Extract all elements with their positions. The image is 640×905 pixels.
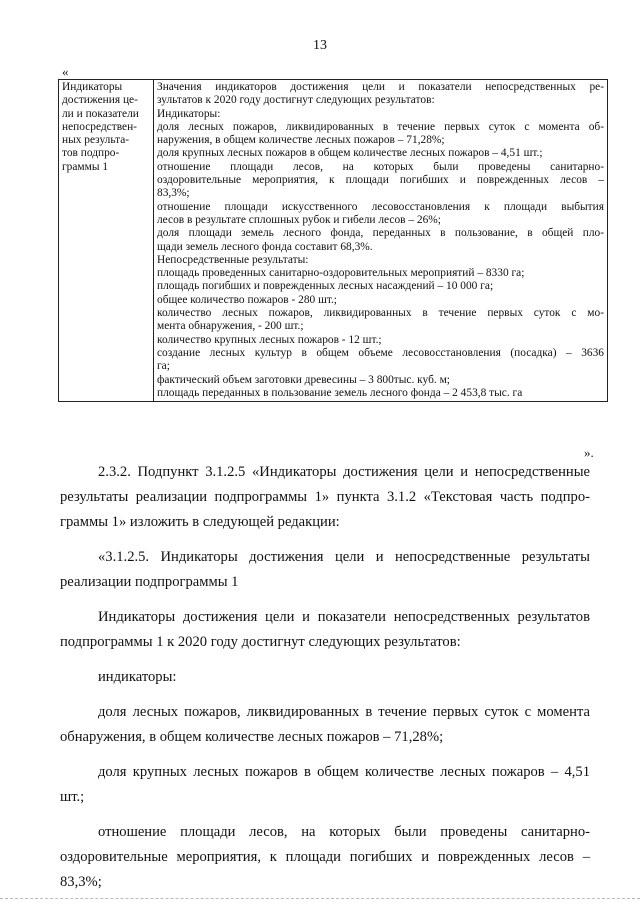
label-line: тов подпро- <box>62 147 120 160</box>
value-line: площадь погибших и поврежденных лесных насаждений – 10 000 га; <box>157 280 494 293</box>
text-line: Индикаторы достижения цели и показатели непосредственных результатов <box>98 609 590 625</box>
text-line: подпрограммы 1 к 2020 году достигнут следующих результатов: <box>60 634 461 650</box>
indicator-values-cell <box>154 80 608 402</box>
text-line: 83,3%; <box>60 874 102 890</box>
label-line: ли и показатели <box>62 107 139 120</box>
body-text <box>60 460 590 895</box>
opening-quote: « <box>62 64 69 79</box>
page-number: 13 <box>313 38 327 53</box>
label-line: достижения це- <box>62 94 138 107</box>
value-line: 83,3%; <box>157 187 190 200</box>
value-line: Индикаторы: <box>157 107 221 120</box>
value-line: количество крупных лесных пожаров - 12 шт.; <box>157 333 382 346</box>
text-line: граммы 1» изложить в следующей редакции: <box>60 514 340 530</box>
value-line: количество лесных пожаров, ликвидированных в течение первых суток с мо- <box>157 307 604 320</box>
text-line: 2.3.2. Подпункт 3.1.2.5 «Индикаторы достижения цели и непосредственные <box>98 464 590 480</box>
value-line: Непосредственные результаты: <box>157 253 309 266</box>
value-line: оздоровительные мероприятия, к площади погибших и поврежденных лесов – <box>157 174 604 187</box>
paragraph-large-fires <box>60 760 590 810</box>
value-line: Значения индикаторов достижения цели и показатели непосредственных ре- <box>157 81 604 93</box>
text-line: обнаружения, в общем количестве лесных пожаров – 71,28%; <box>60 729 444 745</box>
value-line: площадь проведенных санитарно-оздоровительных мероприятий – 8330 га; <box>157 267 525 280</box>
value-line: общее количество пожаров - 280 шт.; <box>157 293 337 306</box>
indicators-table <box>58 79 608 402</box>
label-line: непосредствен- <box>62 120 137 133</box>
table-row <box>59 80 608 402</box>
value-line: га; <box>157 360 170 373</box>
text-line: «3.1.2.5. Индикаторы достижения цели и непосредственные результаты <box>98 549 590 565</box>
text-line: реализации подпрограммы 1 <box>60 574 239 590</box>
value-line: доля лесных пожаров, ликвидированных в течение первых суток с момента об- <box>157 120 604 133</box>
value-line: зультатов к 2020 году достигнут следующих результатов: <box>157 94 435 107</box>
closing-quote: ». <box>584 445 594 460</box>
text-line: доля лесных пожаров, ликвидированных в течение первых суток с момента <box>98 704 590 720</box>
value-line: отношение площади лесов, на которых были проведены санитарно- <box>157 160 604 173</box>
paragraph-sanitary-ratio <box>60 820 590 895</box>
text-line: шт.; <box>60 789 85 805</box>
text-line: оздоровительные мероприятия, к площади погибших и поврежденных лесов – <box>60 849 590 865</box>
value-line: доля площади земель лесного фонда, переданных в пользование, в общей пло- <box>157 227 604 240</box>
text-line: отношение площади лесов, на которых были проведены санитарно- <box>98 824 590 840</box>
paragraph-section-heading <box>60 545 590 595</box>
text-line: индикаторы: <box>98 669 177 685</box>
text-line: результаты реализации подпрограммы 1» пункта 3.1.2 «Текстовая часть подпро- <box>60 489 590 505</box>
paragraph-amendment <box>60 460 590 535</box>
value-line: лесов в результате сплошных рубок и гибели лесов – 26%; <box>157 213 441 226</box>
page-bottom-divider <box>0 898 640 899</box>
value-line: фактический объем заготовки древесины – 3 800тыс. куб. м; <box>157 373 450 386</box>
value-line: мента обнаружения, - 200 шт.; <box>157 320 304 333</box>
value-line: отношение площади искусственного лесовосстановления к площади выбытия <box>157 200 604 213</box>
value-line: наружения, в общем количестве лесных пожаров – 71,28%; <box>157 134 445 147</box>
value-line: щади земель лесного фонда составит 68,3%. <box>157 240 373 253</box>
text-line: доля крупных лесных пожаров в общем количестве лесных пожаров – 4,51 <box>98 764 590 780</box>
label-line: ных результа- <box>62 134 130 147</box>
value-line: доля крупных лесных пожаров в общем количестве лесных пожаров – 4,51 шт.; <box>157 147 543 160</box>
label-line: Индикаторы <box>62 81 123 93</box>
paragraph-fire-share <box>60 700 590 750</box>
paragraph-indicators-label <box>60 665 590 690</box>
label-line: граммы 1 <box>62 160 109 173</box>
value-line: площадь переданных в пользование земель лесного фонда – 2 453,8 тыс. га <box>157 386 523 399</box>
paragraph-indicators-intro <box>60 605 590 655</box>
value-line: создание лесных культур в общем объеме лесовосстановления (посадка) – 3636 <box>157 346 604 359</box>
indicator-label-cell <box>59 80 154 402</box>
